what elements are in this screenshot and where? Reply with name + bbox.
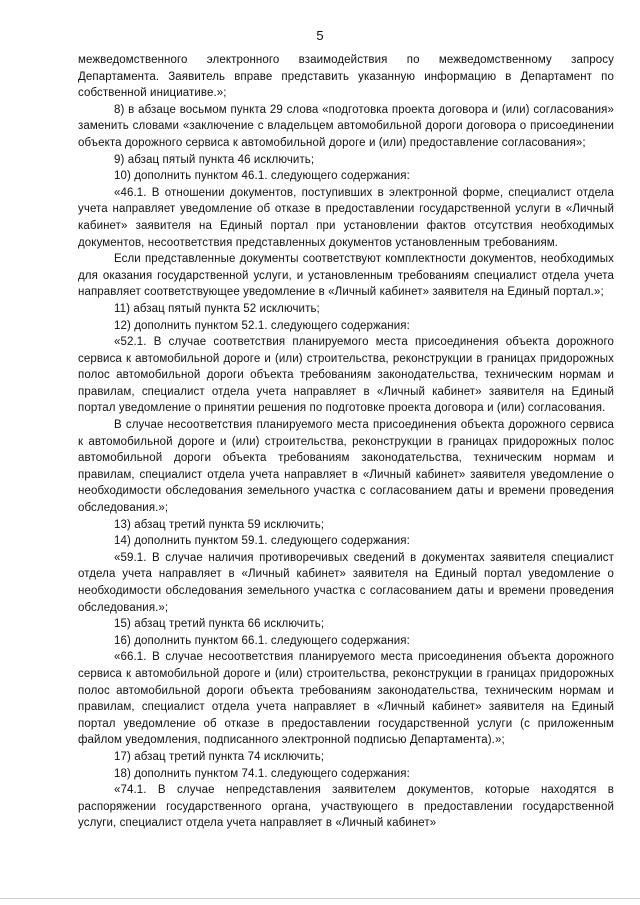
paragraph-46-1-second: Если представленные документы соответствуют комплектности документов, необходимых для оказания государственной услуги, и установленным требованиям специалист отдела учета направляет соответствующее уведомление в «Личный кабинет» заявителя на Единый портал.»; [78,253,614,299]
paragraph-item-16: 16) дополнить пунктом 66.1. следующего содержания: [114,634,410,647]
paragraph-52-1: «52.1. В случае соответствия планируемого места присоединения объекта дорожного сервиса к автомобильной дороге и (или) строительства, реконструкции в границах придорожных полос автомобильной дороги объекта требованиям законодательства, техническим нормам и правилам, специалист отдела учета направляет в «Личный кабинет» заявителя на Единый портал уведомление о принятии решения по подготовке проекта договора и (или) согласования. [78,336,614,415]
paragraph-item-10: 10) дополнить пунктом 46.1. следующего содержания: [114,170,410,183]
paragraph-item-17: 17) абзац третий пункта 74 исключить; [114,750,325,763]
paragraph-continuation: межведомственного электронного взаимодействия по межведомственному запросу Департамента. Заявитель вправе представить указанную информацию в Департамент по собственной инициативе.»; [78,54,614,100]
page-number: 5 [316,28,324,43]
document-body [78,52,614,832]
paragraph-item-18: 18) дополнить пунктом 74.1. следующего содержания: [114,767,410,780]
paragraph-item-9: 9) абзац пятый пункта 46 исключить; [114,153,315,166]
paragraph-59-1: «59.1. В случае наличия противоречивых сведений в документах заявителя специалист отдела учета направляет в «Личный кабинет» заявителя на Единый портал уведомление о необходимости обследования земельного участка с согласованием даты и времени проведения обследования.»; [78,551,614,614]
paragraph-item-15: 15) абзац третий пункта 66 исключить; [114,618,325,631]
paragraph-item-11: 11) абзац пятый пункта 52 исключить; [114,302,320,315]
paragraph-item-13: 13) абзац третий пункта 59 исключить; [114,518,325,531]
paragraph-item-14: 14) дополнить пунктом 59.1. следующего содержания: [114,535,410,548]
paragraph-item-12: 12) дополнить пунктом 52.1. следующего содержания: [114,319,410,332]
paragraph-66-1: «66.1. В случае несоответствия планируемого места присоединения объекта дорожного сервиса к автомобильной дороге и (или) строительства, реконструкции в границах придорожных полос автомобильной дороги объекта требованиям законодательства, техническим нормам и правилам, специалист отдела учета направляет в «Личный кабинет» заявителя на Единый портал уведомление об отказе в предоставлении государственной услуги (с приложенным файлом уведомления, подписанного электронной подписью Департамента).»; [78,651,614,747]
paragraph-74-1: «74.1. В случае непредставления заявителем документов, которые находятся в распоряжении государственного органа, участвующего в предоставлении государственной услуги, специалист отдела учета направляет в «Личный кабинет» [78,784,614,830]
paragraph-46-1: «46.1. В отношении документов, поступивших в электронной форме, специалист отдела учета направляет уведомление об отказе в предоставлении государственной услуги в «Личный кабинет» заявителя на Единый портал при установлении фактов отсутствия необходимых документов, несоответствия представленных документов установленным требованиям. [78,186,614,249]
paragraph-item-8: 8) в абзаце восьмом пункта 29 слова «подготовка проекта договора и (или) согласования» заменить словами «заключение с владельцем автомобильной дороги договора о присоединении объекта дорожного сервиса к автомобильной дороге и (или) предоставление согласования»; [78,103,614,149]
paragraph-52-1-second: В случае несоответствия планируемого места присоединения объекта дорожного сервиса к автомобильной дороге и (или) строительства, реконструкции в границах придорожных полос автомобильной дороги объекта требованиям законодательства, техническим нормам и правилам, специалист отдела учета направляет в «Личный кабинет» заявителя уведомление о необходимости обследования земельного участка с согласованием даты и времени проведения обследования.»; [78,419,614,515]
page-bottom-edge [0,898,640,899]
